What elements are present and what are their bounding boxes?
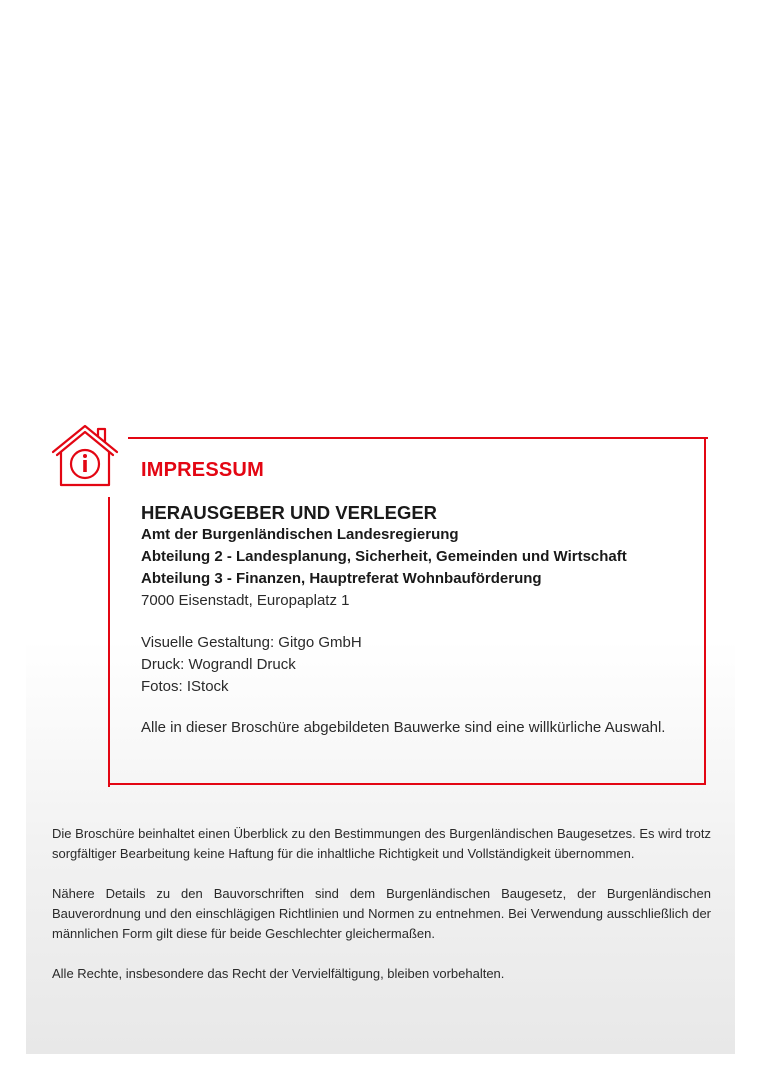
impressum-content bbox=[141, 456, 706, 738]
publisher-line: Abteilung 2 - Landesplanung, Sicherheit, Gemeinden und Wirtschaft bbox=[141, 548, 627, 565]
credit-line: Visuelle Gestaltung: Gitgo GmbH bbox=[141, 634, 362, 651]
house-info-icon bbox=[50, 421, 120, 489]
disclaimer-paragraph: Alle Rechte, insbesondere das Recht der Vervielfältigung, bleiben vorbehalten. bbox=[52, 966, 505, 981]
credit-line: Druck: Wograndl Druck bbox=[141, 656, 296, 673]
credit-line: Fotos: IStock bbox=[141, 678, 229, 695]
disclaimer-paragraph: Die Broschüre beinhaltet einen Überblick zu den Bestimmungen des Burgenländischen Baugesetzes. Es wird trotz sorgfältiger Bearbeitung keine Haftung für die inhaltliche Richtigkeit und Vollständigkeit übernommen. bbox=[52, 826, 711, 861]
publisher-line: Abteilung 3 - Finanzen, Hauptreferat Wohnbauförderung bbox=[141, 570, 542, 587]
publisher-line: Amt der Burgenländischen Landesregierung bbox=[141, 526, 459, 543]
publisher-heading: HERAUSGEBER UND VERLEGER bbox=[141, 502, 438, 523]
publisher-address: 7000 Eisenstadt, Europaplatz 1 bbox=[141, 592, 350, 609]
impressum-title: IMPRESSUM bbox=[141, 459, 264, 481]
disclaimer bbox=[52, 824, 711, 1004]
disclaimer-paragraph: Nähere Details zu den Bauvorschriften sind dem Burgenländischen Baugesetz, der Burgenländischen Bauverordnung und den einschlägigen Richtlinien und Normen zu entnehmen. Bei Verwendung ausschließlich der männlichen Form gilt diese für beide Geschlechter gleichermaßen. bbox=[52, 886, 711, 941]
impressum-note: Alle in dieser Broschüre abgebildeten Bauwerke sind eine willkürliche Auswahl. bbox=[141, 719, 666, 736]
